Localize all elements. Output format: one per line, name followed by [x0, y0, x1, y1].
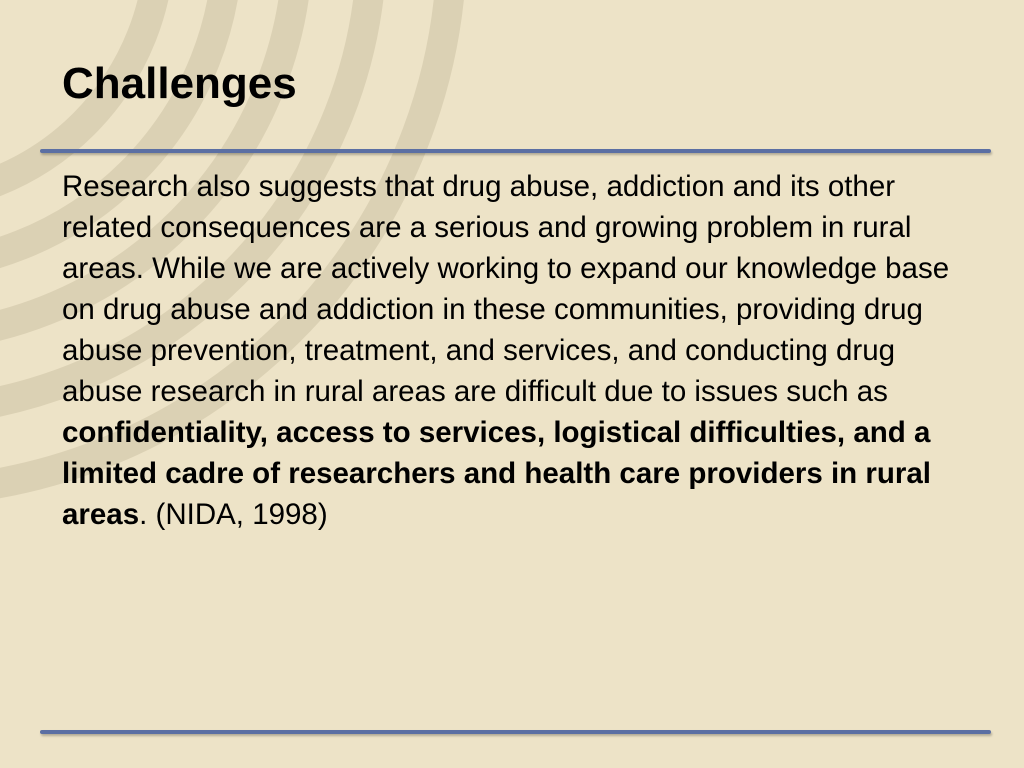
body-text-bold: confidentiality, access to services, logistical difficulties, and a limited cadre of researchers and health care providers in rural areas [62, 416, 931, 531]
body-text-citation: . (NIDA, 1998) [139, 498, 328, 531]
body-paragraph [62, 166, 962, 535]
title-divider [40, 149, 991, 153]
body-text-intro: Research also suggests that drug abuse, addiction and its other related consequences are a serious and growing problem in rural areas. While we are actively working to expand our knowledge base on drug abuse and addiction in these communities, providing drug abuse prevention, treatment, and services, and conducting drug abuse research in rural areas are difficult due to issues such as [62, 170, 950, 408]
slide-title: Challenges [62, 59, 297, 108]
footer-divider [40, 730, 991, 734]
